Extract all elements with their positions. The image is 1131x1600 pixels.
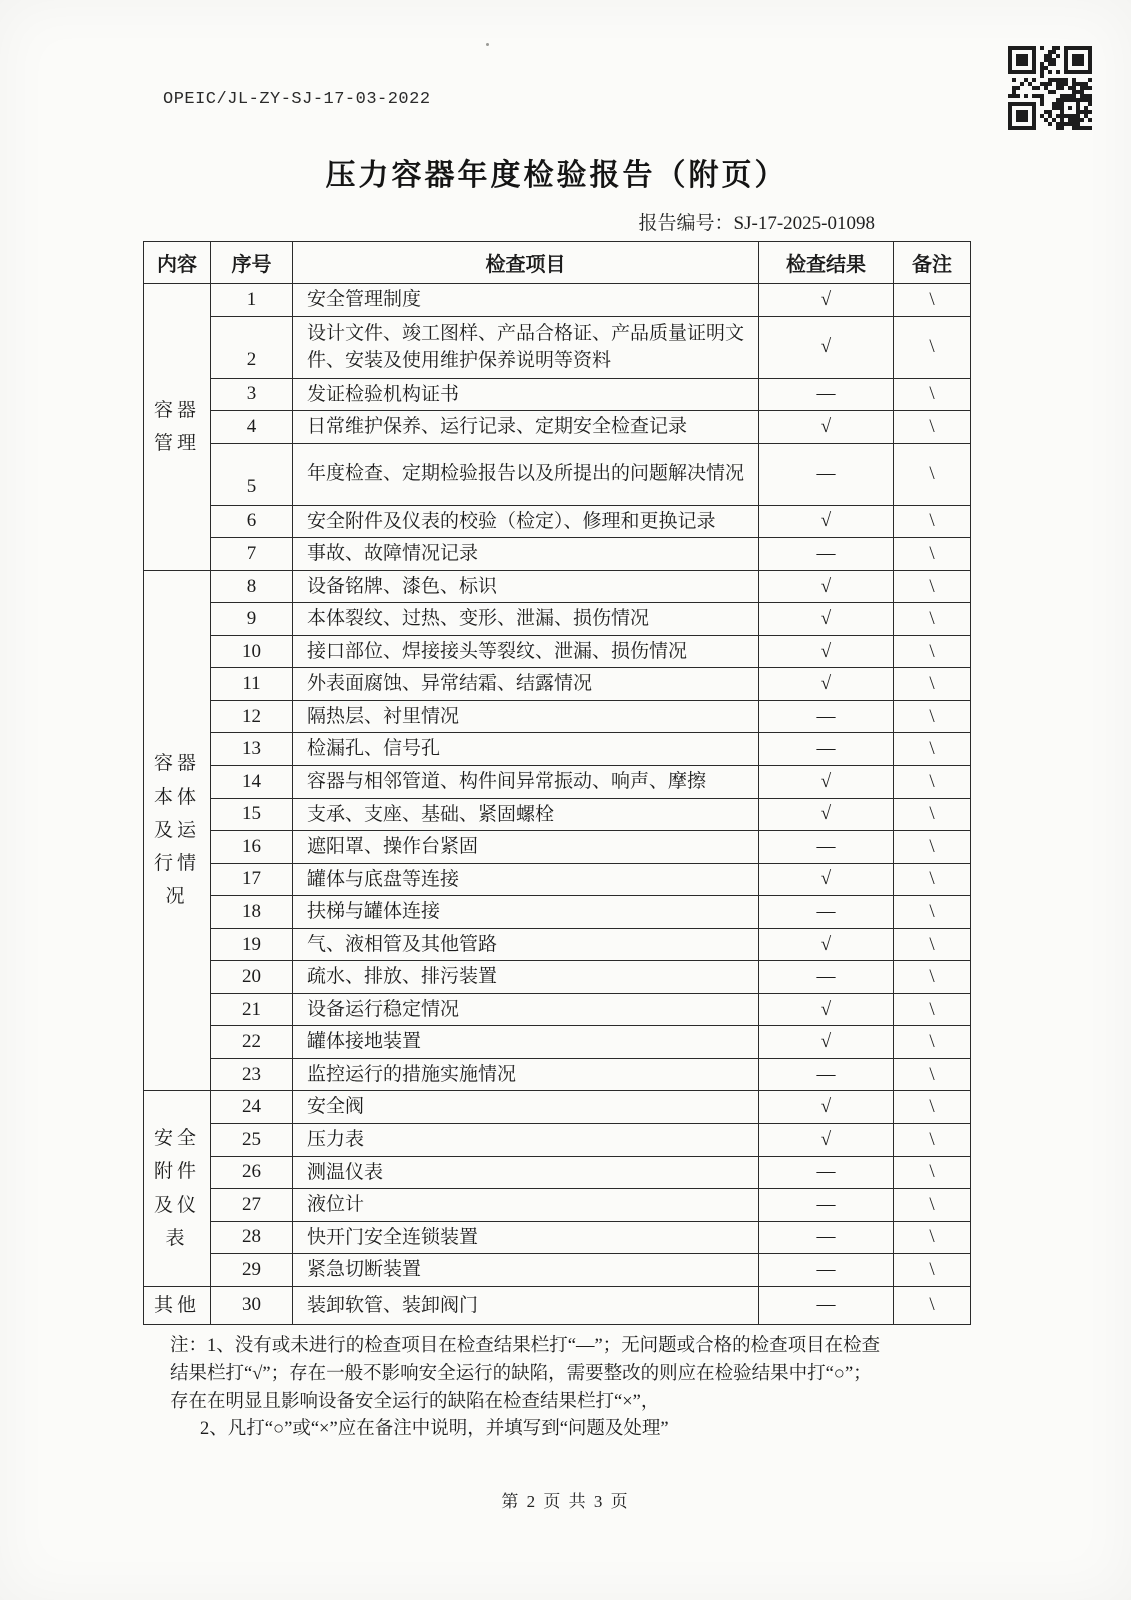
- category-cell: 容器 本体 及运 行情 况: [144, 570, 211, 1091]
- remark-mark: \: [894, 284, 971, 317]
- check-result: —: [759, 831, 894, 864]
- row-number: 18: [211, 896, 293, 929]
- check-item: 容器与相邻管道、构件间异常振动、响声、摩擦: [293, 766, 759, 799]
- table-row: [144, 863, 971, 896]
- check-item: 扶梯与罐体连接: [293, 896, 759, 929]
- page-footer: 第 2 页 共 3 页: [501, 1492, 630, 1511]
- inspection-table: [143, 241, 971, 1325]
- check-result: √: [759, 798, 894, 831]
- table-row: [144, 1091, 971, 1124]
- remark-mark: \: [894, 928, 971, 961]
- category-cell: 容器 管理: [144, 284, 211, 571]
- check-result: —: [759, 733, 894, 766]
- table-row: [144, 1124, 971, 1157]
- table-row: [144, 798, 971, 831]
- row-number: 6: [211, 505, 293, 538]
- row-number: 24: [211, 1091, 293, 1124]
- check-result: √: [759, 993, 894, 1026]
- check-result: √: [759, 284, 894, 317]
- remark-mark: \: [894, 863, 971, 896]
- note-line: 结果栏打“√”；存在一般不影响安全运行的缺陷，需要整改的则应在检验结果中打“○”；: [170, 1363, 872, 1384]
- row-number: 28: [211, 1221, 293, 1254]
- table-row: [144, 635, 971, 668]
- row-number: 23: [211, 1058, 293, 1091]
- check-item: 检漏孔、信号孔: [293, 733, 759, 766]
- remark-mark: \: [894, 1189, 971, 1222]
- table-row: [144, 538, 971, 571]
- row-number: 9: [211, 603, 293, 636]
- table-row: [144, 766, 971, 799]
- table-row: [144, 570, 971, 603]
- row-number: 29: [211, 1254, 293, 1287]
- check-result: √: [759, 603, 894, 636]
- table-row: [144, 378, 971, 411]
- check-item: 支承、支座、基础、紧固螺栓: [293, 798, 759, 831]
- remark-mark: \: [894, 961, 971, 994]
- remark-mark: \: [894, 766, 971, 799]
- check-result: —: [759, 1254, 894, 1287]
- check-item: 接口部位、焊接接头等裂纹、泄漏、损伤情况: [293, 635, 759, 668]
- table-row: [144, 700, 971, 733]
- check-item: 监控运行的措施实施情况: [293, 1058, 759, 1091]
- check-item: 发证检验机构证书: [293, 378, 759, 411]
- check-result: √: [759, 316, 894, 378]
- check-result: —: [759, 1286, 894, 1324]
- remark-mark: \: [894, 798, 971, 831]
- check-item: 疏水、排放、排污装置: [293, 961, 759, 994]
- check-result: √: [759, 411, 894, 444]
- table-row: [144, 1156, 971, 1189]
- table-row: [144, 603, 971, 636]
- remark-mark: \: [894, 1026, 971, 1059]
- check-item: 日常维护保养、运行记录、定期安全检查记录: [293, 411, 759, 444]
- check-item: 气、液相管及其他管路: [293, 928, 759, 961]
- check-result: √: [759, 635, 894, 668]
- remark-mark: \: [894, 505, 971, 538]
- remark-mark: \: [894, 411, 971, 444]
- check-item: 安全附件及仪表的校验（检定）、修理和更换记录: [293, 505, 759, 538]
- remark-mark: \: [894, 1286, 971, 1324]
- check-result: √: [759, 570, 894, 603]
- table-row: [144, 668, 971, 701]
- check-item: 压力表: [293, 1124, 759, 1157]
- remark-mark: \: [894, 993, 971, 1026]
- row-number: 19: [211, 928, 293, 961]
- category-cell: 安全 附件 及仪 表: [144, 1091, 211, 1286]
- remark-mark: \: [894, 668, 971, 701]
- table-row: [144, 961, 971, 994]
- remark-mark: \: [894, 896, 971, 929]
- row-number: 15: [211, 798, 293, 831]
- report-number: 报告编号：SJ-17-2025-01098: [638, 213, 875, 234]
- check-result: —: [759, 538, 894, 571]
- check-result: —: [759, 1058, 894, 1091]
- remark-mark: \: [894, 603, 971, 636]
- row-number: 7: [211, 538, 293, 571]
- check-result: √: [759, 863, 894, 896]
- check-item: 设备运行稳定情况: [293, 993, 759, 1026]
- check-result: √: [759, 668, 894, 701]
- row-number: 26: [211, 1156, 293, 1189]
- remark-mark: \: [894, 700, 971, 733]
- row-number: 16: [211, 831, 293, 864]
- row-number: 5: [211, 443, 293, 505]
- row-number: 17: [211, 863, 293, 896]
- table-row: [144, 1221, 971, 1254]
- note-line: 注：1、没有或未进行的检查项目在检查结果栏打“—”；无问题或合格的检查项目在检查: [170, 1336, 881, 1357]
- row-number: 1: [211, 284, 293, 317]
- page-title: 压力容器年度检验报告（附页）: [325, 159, 788, 192]
- check-result: —: [759, 700, 894, 733]
- row-number: 14: [211, 766, 293, 799]
- row-number: 10: [211, 635, 293, 668]
- remark-mark: \: [894, 733, 971, 766]
- check-item: 装卸软管、装卸阀门: [293, 1286, 759, 1324]
- check-item: 快开门安全连锁装置: [293, 1221, 759, 1254]
- remark-mark: \: [894, 378, 971, 411]
- table-header-row: [144, 242, 971, 284]
- check-item: 安全管理制度: [293, 284, 759, 317]
- remark-mark: \: [894, 1221, 971, 1254]
- row-number: 4: [211, 411, 293, 444]
- row-number: 13: [211, 733, 293, 766]
- check-result: √: [759, 505, 894, 538]
- header-content: 内容: [144, 242, 211, 284]
- row-number: 12: [211, 700, 293, 733]
- remark-mark: \: [894, 1091, 971, 1124]
- check-item: 测温仪表: [293, 1156, 759, 1189]
- check-item: 外表面腐蚀、异常结霜、结露情况: [293, 668, 759, 701]
- header-remark: 备注: [894, 242, 971, 284]
- table-row: [144, 993, 971, 1026]
- table-row: [144, 284, 971, 317]
- check-item: 设计文件、竣工图样、产品合格证、产品质量证明文件、安装及使用维护保养说明等资料: [293, 316, 759, 378]
- check-item: 紧急切断装置: [293, 1254, 759, 1287]
- note-line: 存在在明显且影响设备安全运行的缺陷在检查结果栏打“×”，: [170, 1391, 660, 1412]
- check-item: 设备铭牌、漆色、标识: [293, 570, 759, 603]
- row-number: 22: [211, 1026, 293, 1059]
- remark-mark: \: [894, 1156, 971, 1189]
- document-content: [143, 150, 970, 1444]
- table-row: [144, 896, 971, 929]
- table-row: [144, 1254, 971, 1287]
- remark-mark: \: [894, 570, 971, 603]
- row-number: 21: [211, 993, 293, 1026]
- check-result: —: [759, 378, 894, 411]
- category-cell: 其他: [144, 1286, 211, 1324]
- remark-mark: \: [894, 538, 971, 571]
- check-result: —: [759, 896, 894, 929]
- check-item: 年度检查、定期检验报告以及所提出的问题解决情况: [293, 443, 759, 505]
- check-result: —: [759, 443, 894, 505]
- check-result: —: [759, 1156, 894, 1189]
- table-row: [144, 928, 971, 961]
- remark-mark: \: [894, 1058, 971, 1091]
- remark-mark: \: [894, 831, 971, 864]
- check-item: 隔热层、衬里情况: [293, 700, 759, 733]
- check-result: —: [759, 961, 894, 994]
- notes: [143, 1333, 955, 1444]
- table-row: [144, 316, 971, 378]
- qr-code-icon: [1008, 46, 1092, 130]
- check-result: —: [759, 1221, 894, 1254]
- table-row: [144, 505, 971, 538]
- table-row: [144, 411, 971, 444]
- remark-mark: \: [894, 1124, 971, 1157]
- remark-mark: \: [894, 443, 971, 505]
- row-number: 8: [211, 570, 293, 603]
- check-item: 罐体与底盘等连接: [293, 863, 759, 896]
- row-number: 3: [211, 378, 293, 411]
- row-number: 2: [211, 316, 293, 378]
- table-row: [144, 831, 971, 864]
- document-code: OPEIC/JL-ZY-SJ-17-03-2022: [163, 90, 431, 109]
- check-result: √: [759, 1091, 894, 1124]
- row-number: 11: [211, 668, 293, 701]
- row-number: 25: [211, 1124, 293, 1157]
- table-row: [144, 1058, 971, 1091]
- table-row: [144, 1189, 971, 1222]
- row-number: 30: [211, 1286, 293, 1324]
- table-row: [144, 1026, 971, 1059]
- check-result: √: [759, 766, 894, 799]
- check-item: 液位计: [293, 1189, 759, 1222]
- remark-mark: \: [894, 635, 971, 668]
- row-number: 20: [211, 961, 293, 994]
- check-result: √: [759, 928, 894, 961]
- check-item: 本体裂纹、过热、变形、泄漏、损伤情况: [293, 603, 759, 636]
- scan-speck: [486, 43, 489, 46]
- table-row: [144, 443, 971, 505]
- check-item: 罐体接地装置: [293, 1026, 759, 1059]
- check-result: —: [759, 1189, 894, 1222]
- header-check-result: 检查结果: [759, 242, 894, 284]
- remark-mark: \: [894, 1254, 971, 1287]
- check-item: 事故、故障情况记录: [293, 538, 759, 571]
- check-item: 遮阳罩、操作台紧固: [293, 831, 759, 864]
- table-row: [144, 733, 971, 766]
- check-result: √: [759, 1124, 894, 1157]
- header-seq-no: 序号: [211, 242, 293, 284]
- table-row: [144, 1286, 971, 1324]
- header-check-item: 检查项目: [293, 242, 759, 284]
- note-line: 2、凡打“○”或“×”应在备注中说明，并填写到“问题及处理”: [200, 1419, 669, 1440]
- check-item: 安全阀: [293, 1091, 759, 1124]
- remark-mark: \: [894, 316, 971, 378]
- row-number: 27: [211, 1189, 293, 1222]
- check-result: √: [759, 1026, 894, 1059]
